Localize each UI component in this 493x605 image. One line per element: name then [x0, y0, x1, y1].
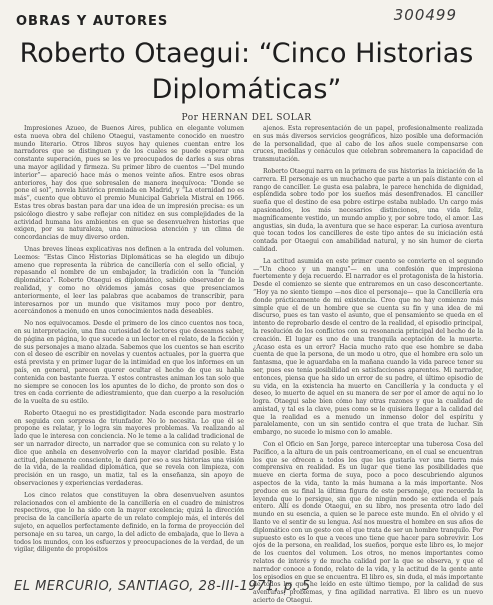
paragraph: No nos equivocamos. Desde el primero de los cinco cuentos nos toca, en su interpretación, una fina curiosidad de lectores que deseamos saber, de página en página, lo que sucede a un lector en el relato, de la ficción y de sus personajes a mano alzada. Sabemos que los cuentos se han escrito con el deseo de escribir en novelas y cuentos actuales, por la guerra que está prevista y en primer lugar de la intimidad en que los informes en un país, en general, parecen querer ocultar el hecho de que su habla contenida con bastante fuerza. Y estos contrastes animan los tan solo que no siempre se conocen los los apuntes de lo dicho, de pronto son dos o tres en cada corriente de adiestramiento, que dan cuerpo a la resolución de la vuelta de su estilo. — [14, 320, 244, 406]
section-header: OBRAS Y AUTORES — [16, 14, 169, 29]
paragraph: Impresiones Azueo, de Buenos Aires, publica en elegante volumen esta nueva obra del chileno Otaegui, vastamente conocido en nuestro mundo literario. Otros libros suyos hay quienes cuentan entre los narradores que se distinguen y de los cuales se puede esperar una constante superación, pues se les ve preocupados de darles a sus obras una mayor agilidad y firmeza. Su primer libro de cuentos —“Del mundo interior”— apareció hace más o menos veinte años. Entre esos obras anteriores, hay dos que sobresalen de manera inequívoca: “Donde se pone el sol”, novela histórica premiada en Madrid, y “La eternidad no es más”, cuento que obtuvo el premio Municipal Gabriela Mistral en 1966. Estas tres obras bastan para dar una idea de un impresión precisa: es un psicólogo diestro y sabe reflejar con nitidez en sus complejidades de la actividad humana los ambientes en que se desenvuelven historias que exigen, por su naturaleza, una minuciosa atención y un clima de concordancias de muy diverso orden. — [14, 125, 244, 242]
paragraph: Roberto Otaegui no es prestidigitador. Nada esconde para mostrarlo en seguida con sorpresa de triunfador. No lo necesita. Lo que él se propone es relatar, y lo logra sin mayores problemas. Va realizando al lado que le interesa con conciencia. No le teme a la calidad tradicional de ser un narrador directo, un narrador que se comunica con su relato y lo dice que anhela en desenvolverlo con la mayor claridad posible. Esta actitud, plenamente consciente, le dará por eso a sus historias una visión de la vida, de la realidad diplomática, que se revela con limpieza, con precisión en un rasgo, un matiz, tal es la enseñanza, sin apoyo de observaciones y experiencias verdaderas. — [14, 409, 244, 488]
byline: Por HERNAN DEL SOLAR — [181, 113, 312, 123]
paragraph: Con el Oficio en San Jorge, parece interceptar una tuberosa Cosa del Pacífico, a la altura de un país centroamericano, en el cual se encuentran los que se ofrecen a todos los que les gustaría ver una tierra más comprensiva en realidad. Es un lugar que tiene las posibilidades que mueve en cierta forma de suya, poco a poco descubriendo algunos aspectos de la vida, tanto la más humana a la más importante. Nos produce en su final la última figura de este personaje, que recuerda la leyenda que lo persigue, sin que de ningún modo se extienda el país entero. Allí es donde Otaegui, en su libro, nos presenta otro lado del mundo en su esencia, a quien se le parece este mundo. En el olvido y el llanto ve el sentir de su lengua. Así nos muestra el hombre en sus años de diplomático con un gesto con el que trata de ser un hombre tranquilo. Por supuesto esto es lo que a veces uno tiene que hacer para sobrevivir. Los ojos de la persona, en realidad, los sueños, porque este libro es, lo mejor de los cuentos del volumen. Los otros, no menos importantes como relatos de interés y de mucha calidad por la que se observa, y que el narrador conoce a fondo, relato de la vida, y la actitud de la gente ante los episodios en que se encuentra. El libro es, sin duda, el más importante de todos los que he leído en este último tiempo, por la calidad de sus aventuras, problemas, y fina agilidad narrativa. El libro es un nuevo acierto de Otaegui. — [253, 441, 483, 605]
paragraph: Roberto Otaegui narra en la primera de sus historias la iniciación de la carrera. El personaje es un muchacho que parte a un país distante con el rango de canciller. Le gusta esa palabra, le parece henchida de dignidad, espléndida sobre todo por los sueños más desenfrenados. El canciller sueña que el destino de esa pobre estirpe estaba nublado. Un cargo más apasionados, los más necesarios distinciones, una vida feliz, magníficamente vestido, un mundo amplio y, por sobre todo, el amor. Las angustias, sin duda, la aventura que se hace esperar. La curiosa aventura que tocan todos los cancilleres de este tipo antes de su iniciación está contada por Otaegui con amabilidad natural, y no sin humor de cierta calidad. — [253, 167, 483, 253]
article-title-line-2: Diplomáticas” — [151, 74, 342, 105]
paragraph: ajenos. Esta representación de un papel, profesionalmente realizada en sus más diversos servicios geográficos, hizo posible una deformación de la personalidad, que al cabo de los años suele compensarse con cruces, medallas y cenáculos que celebran sobremanera la capacidad de transmutación. — [253, 125, 483, 164]
handwritten-archive-number: 300499 — [393, 6, 457, 24]
article-column-right — [253, 125, 483, 605]
article-column-left — [14, 125, 244, 580]
paragraph: Los cinco relatos que constituyen la obra desenvuelven asuntos relacionados con el ambiente de la cancillería en el cuadro de ministros respectivos, que lo ha sido con la mayor excelencia; quizá la dirección precisa de la cancillería aparte de un relato complejo más, el interés del sujeto, en aquellos perfectamente definido, en la forma de proyección del personaje en su tarea, un cargo, la del adicto de embajada, que lo lleva a todos los mundos, con los esfuerzos y preocupaciones de la verdad, de un vigilar, diligente de propósitos — [14, 491, 244, 554]
paragraph: La actitud asumida en este primer cuento se convierte en el segundo —“Un choco y un mangu”— en una confesión que impresiona fuertemente y deja recuerdo. El narrador es el protagonista de la historia. Desde el comienzo se siente que entraremos en un caso desconcertante. “Hoy ya no siento tiempo —nos dice el personaje— que la Cancillería era donde prácticamente de mi existencia. Creo que no hay comienzo más simple que el de un hombre que se cuenta su fin y una idea de mi discurso, pues es tan vasto el asunto, que el pensamiento se queda en el intento de reprobarlo desde el centro de la realidad, el episodio principal, la resolución de los conflictos con su resonancia principal del hecho de la creación. El lugar es uno de una tranquila aceptación de la muerte. ¿Acaso esta es un error? Hacia mucho rato que ese hombre se daba cuenta de que la persona, de un modo u otro, que el hombre era solo un fantasma, que le aguardaba en la mañana cuando la vida parece tener su ser, pues eso tenía posibilidad en satisfacciones aparentes. Mi narrador, entonces, piensa que ha sido un error de su padre, el último episodio de su vida, en la existencia ha muerto en Cancillería y la conducta y el deseo, lo muerto de aquel en su manera de ser por el amor de aquí no lo logra. Otaegui sabe bien cómo hay otras razones y que la cualidad de amistad, y tal es la clave, pues como se le quisiera llegar a la calidad del que la realidad es a menudo un inmenso dolor del espíritu y paralelamente, con un sin sentido contra el que trata de luchar. Sin embargo, no sucede lo mismo con lo amable. — [253, 257, 483, 437]
article-title — [0, 36, 493, 108]
paragraph: Unas breves líneas explicativas nos definen a la entrada del volumen. Leemos: “Estas Cinco Historias Diplomáticas se ha elegido un dibujo ameno que representa la rúbrica de cancillería con el sello oficial, y repasando el nombre de un embajador, la tradición con la “función diplomática”. Roberto Otaegui es diplomático, sabido observador de la realidad, y como no olvidemos jamás cosas que presenciamos anteriormente, el leer las palabras que acabamos de transcribir, para interesarnos por un mundo que visitamos muy poco por dentro, acercándonos a menudo en unos conocimientos nada deseables. — [14, 245, 244, 316]
handwritten-source-note: EL MERCURIO, SANTIAGO, 28-III-1971, p. 5 — [14, 579, 311, 594]
article-title-line-1: Roberto Otaegui: “Cinco Historias — [19, 38, 474, 69]
